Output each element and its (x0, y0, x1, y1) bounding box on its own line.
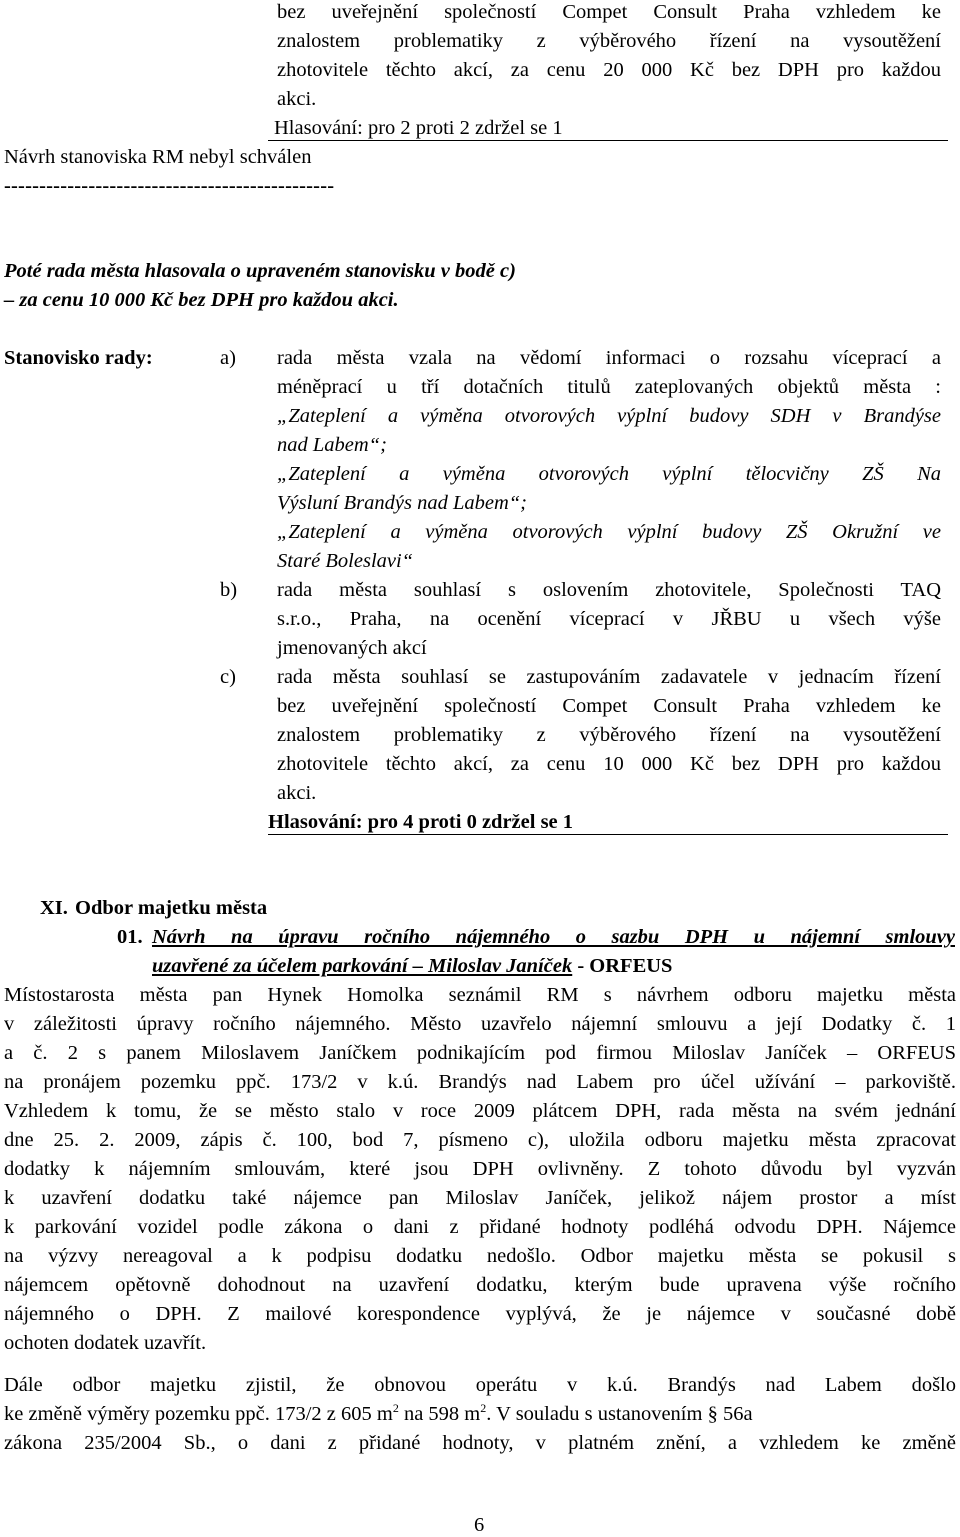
item-number: 01. (117, 926, 143, 948)
body-line: na pronájem pozemku ppč. 173/2 v k.ú. Brandýs nad Labem pro účel užívání – parkoviště. (4, 1071, 956, 1093)
body-line: ochoten dodatek uzavřít. (4, 1332, 207, 1354)
project-item: „Zateplení a výměna otvorových výplní budovy ZŠ Okružní ve (277, 521, 941, 543)
point-c-line: zhotovitele těchto akcí, za cenu 10 000 Kč bez DPH pro každou (277, 753, 941, 775)
body-line: na výzvy nereagoval a k podpisu dodatku nedošlo. Odbor majetku města se pokusil s (4, 1245, 956, 1267)
point-b-line: s.r.o., Praha, na ocenění víceprací v JŘBU u všech výše (277, 608, 941, 630)
body-line: zákona 235/2004 Sb., o dani z přidané hodnoty, v platném znění, a vzhledem ke změně (4, 1432, 956, 1454)
body-line: dodatky k nájemním smlouvám, které jsou DPH ovlivněny. Z tohoto důvodu byl vyzván (4, 1158, 956, 1180)
vote-result (268, 116, 948, 141)
body-line: v záležitosti úpravy ročního nájemného. Město uzavřelo nájemní smlouvu a její Dodatky č. 1 (4, 1013, 956, 1035)
body-line-area (4, 1402, 956, 1426)
item-title-text: uzavřené za účelem parkování – Miloslav Janíček (152, 955, 573, 977)
project-item: nad Labem“; (277, 434, 387, 456)
revote-line: – za cenu 10 000 Kč bez DPH pro každou akci. (4, 289, 399, 311)
point-c-line: rada města souhlasí se zastupováním zadavatele v jednacím řízení (277, 666, 941, 688)
item-title-line: Návrh na úpravu ročního nájemného o sazbu DPH u nájemní smlouvy (152, 926, 955, 948)
body-line: k parkování vozidel podle zákona o dani z přidané hodnoty podléhá odvodu DPH. Nájemce (4, 1216, 956, 1238)
section-title: Odbor majetku města (75, 897, 268, 919)
body-line: a č. 2 s panem Miloslavem Janíčkem podnikajícím pod firmou Miloslav Janíček – ORFEUS (4, 1042, 956, 1064)
project-item: „Zateplení a výměna otvorových výplní tělocvičny ZŠ Na (277, 463, 941, 485)
paragraph-line: akci. (277, 88, 317, 110)
project-item: Výsluní Brandýs nad Labem“; (277, 492, 527, 514)
item-title-line-2 (152, 954, 672, 978)
point-b-line: jmenovaných akcí (277, 637, 427, 659)
point-c-line: akci. (277, 782, 317, 804)
body-line: k uzavření dodatku také nájemce pan Miloslav Janíček, jelikož nájem prostor a míst (4, 1187, 956, 1209)
point-a-line: méněprací u tří dotačních titulů zateplovaných objektů města : (277, 376, 941, 398)
vote-text: Hlasování: pro 4 proti 0 zdržel se 1 (268, 811, 574, 833)
superscript: 2 (392, 1401, 399, 1416)
item-title-suffix: - ORFEUS (577, 955, 673, 977)
text-span: . V souladu s ustanovením § 56a (486, 1403, 753, 1425)
resolution-result: Návrh stanoviska RM nebyl schválen (4, 146, 312, 168)
text-span: ke změně výměry pozemku ppč. 173/2 z 605 m (4, 1403, 393, 1425)
section-number: XI. (40, 897, 68, 919)
revote-line: Poté rada města hlasovala o upraveném stanovisku v bodě c) (4, 260, 516, 282)
project-item: Staré Boleslavi“ (277, 550, 414, 572)
body-line: Vzhledem k tomu, že se město stalo v roce 2009 plátcem DPH, rada města na svém jednání (4, 1100, 956, 1122)
dash-separator: ----------------------------------------------- (4, 175, 335, 197)
vote-text: Hlasování: pro 2 proti 2 zdržel se 1 (274, 117, 563, 139)
body-line: nájemného o DPH. Z mailové korespondence vyplývá, že je nájemce v současné době (4, 1303, 956, 1325)
project-item: „Zateplení a výměna otvorových výplní budovy SDH v Brandýse (277, 405, 941, 427)
point-marker-a: a) (220, 347, 236, 369)
point-marker-c: c) (220, 666, 236, 688)
body-line: Dále odbor majetku zjistil, že obnovou operátu v k.ú. Brandýs nad Labem došlo (4, 1374, 956, 1396)
point-c-line: bez uveřejnění společností Compet Consult Praha vzhledem ke (277, 695, 941, 717)
text-span: na 598 m (398, 1403, 481, 1425)
point-marker-b: b) (220, 579, 238, 601)
body-line: Místostarosta města pan Hynek Homolka seznámil RM s návrhem odboru majetku města (4, 984, 956, 1006)
paragraph-line: bez uveřejnění společností Compet Consult Praha vzhledem ke (277, 1, 941, 23)
statement-label: Stanovisko rady: (4, 347, 153, 369)
page-number: 6 (474, 1514, 485, 1536)
paragraph-line: znalostem problematiky z výběrového řízení na vysoutěžení (277, 30, 941, 52)
section-heading (40, 896, 267, 920)
point-b-line: rada města souhlasí s oslovením zhotovitele, Společnosti TAQ (277, 579, 941, 601)
point-a-line: rada města vzala na vědomí informaci o rozsahu víceprací a (277, 347, 941, 369)
body-line: dne 25. 2. 2009, zápis č. 100, bod 7, písmeno c), uložila odboru majetku města zpracovat (4, 1129, 956, 1151)
vote-result (268, 810, 948, 835)
paragraph-line: zhotovitele těchto akcí, za cenu 20 000 Kč bez DPH pro každou (277, 59, 941, 81)
superscript: 2 (480, 1401, 487, 1416)
body-line: nájemcem opětovně dohodnout na uzavření dodatku, kterým bude upravena výše ročního (4, 1274, 956, 1296)
point-c-line: znalostem problematiky z výběrového řízení na vysoutěžení (277, 724, 941, 746)
